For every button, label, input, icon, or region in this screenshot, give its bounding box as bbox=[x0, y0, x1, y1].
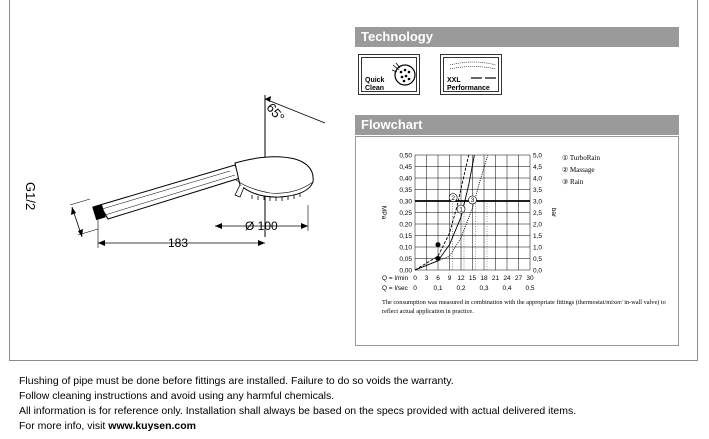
y-axis-label-bar: bar bbox=[550, 207, 557, 218]
y-tick-bar: 0,5 bbox=[533, 255, 543, 263]
y-tick-mpa: 0,05 bbox=[399, 255, 412, 263]
x-tick-ls: 0 bbox=[413, 285, 417, 292]
footer-line-2: Follow cleaning instructions and avoid using any harmful chemicals. bbox=[19, 390, 335, 402]
quick-clean-badge bbox=[358, 54, 420, 95]
flow-chart bbox=[360, 145, 670, 300]
legend-turborain: ① TurboRain bbox=[562, 154, 600, 162]
website-link[interactable]: www.kuysen.com bbox=[108, 420, 197, 432]
xxl-performance-badge bbox=[440, 54, 502, 95]
thread-label: G1/2 bbox=[23, 182, 38, 211]
quick-clean-label-1: Quick bbox=[365, 77, 385, 84]
legend-massage: ② Massage bbox=[562, 166, 595, 174]
quick-clean-label-2: Clean bbox=[365, 85, 385, 92]
x-tick-lpm: 15 bbox=[468, 275, 477, 282]
footer-line-3: All information is for reference only. Installation shall always be based on the specs provided with actual delivered items. bbox=[19, 405, 577, 417]
technology-header: Technology bbox=[355, 27, 679, 47]
x-tick-lpm: 6 bbox=[436, 275, 440, 282]
legend-rain: ③ Rain bbox=[562, 178, 584, 186]
y-tick-mpa: 0,10 bbox=[399, 244, 412, 252]
series-marker-label: 1 bbox=[459, 206, 463, 214]
operating-point bbox=[436, 256, 441, 261]
y-tick-bar: 4,5 bbox=[533, 163, 543, 171]
y-tick-mpa: 0,50 bbox=[399, 152, 412, 160]
y-tick-bar: 1,5 bbox=[533, 232, 543, 240]
angle-label: 65° bbox=[263, 100, 288, 125]
length-label: 183 bbox=[168, 236, 189, 250]
y-tick-mpa: 0,25 bbox=[399, 209, 412, 217]
x-tick-ls: 0,1 bbox=[433, 285, 443, 292]
x-tick-ls: 0,2 bbox=[456, 285, 466, 292]
footer-line-4 bbox=[19, 419, 576, 434]
footer-info-prefix: For more info, visit bbox=[19, 420, 109, 432]
y-tick-mpa: 0,35 bbox=[399, 186, 412, 194]
x-label-ls: Q = l/sec bbox=[382, 285, 408, 292]
y-tick-mpa: 0,30 bbox=[399, 198, 412, 206]
x-tick-ls: 0,4 bbox=[502, 285, 512, 292]
y-tick-bar: 3,5 bbox=[533, 186, 543, 194]
diameter-label: Ø 100 bbox=[245, 219, 278, 233]
x-tick-lpm: 18 bbox=[480, 275, 488, 282]
x-label-lpm: Q = l/min bbox=[382, 275, 409, 282]
y-tick-bar: 4,0 bbox=[533, 175, 543, 183]
nozzle-spray-icon bbox=[391, 61, 417, 87]
flowchart-header: Flowchart bbox=[355, 115, 679, 135]
series-marker-label: 3 bbox=[470, 197, 475, 205]
footer-notes bbox=[19, 374, 576, 434]
x-tick-lpm: 24 bbox=[503, 275, 511, 282]
x-tick-lpm: 3 bbox=[424, 275, 429, 282]
y-tick-bar: 2,5 bbox=[533, 209, 543, 217]
y-tick-mpa: 0,45 bbox=[399, 163, 412, 171]
x-tick-lpm: 12 bbox=[457, 275, 465, 282]
flowchart-note: The consumption was measured in combination with the appropriate fittings (thermostat/mixer/ in-wall valve) to reflect actual application in practice. bbox=[382, 299, 666, 315]
y-tick-mpa: 0,15 bbox=[399, 232, 412, 240]
xxl-label-1: XXL bbox=[447, 77, 461, 84]
x-tick-lpm: 30 bbox=[526, 275, 534, 282]
y-tick-mpa: 0,40 bbox=[399, 175, 412, 183]
y-tick-mpa: 0,00 bbox=[399, 267, 412, 275]
x-tick-ls: 0,3 bbox=[479, 285, 489, 292]
x-tick-ls: 0,5 bbox=[525, 285, 535, 292]
x-tick-lpm: 27 bbox=[514, 275, 523, 282]
operating-point bbox=[436, 242, 441, 247]
x-tick-lpm: 21 bbox=[491, 275, 500, 282]
series-marker-label: 2 bbox=[451, 194, 455, 202]
y-axis-label-mpa: MPa bbox=[380, 205, 387, 220]
x-tick-lpm: 0 bbox=[413, 275, 417, 282]
y-tick-bar: 1,0 bbox=[533, 244, 543, 252]
wide-spray-icon bbox=[447, 61, 499, 75]
y-tick-bar: 5,0 bbox=[533, 152, 543, 160]
y-tick-mpa: 0,20 bbox=[399, 221, 412, 229]
y-tick-bar: 3,0 bbox=[533, 198, 543, 206]
footer-line-1: Flushing of pipe must be done before fittings are installed. Failure to do so voids the warranty. bbox=[19, 375, 454, 387]
y-tick-bar: 0,0 bbox=[533, 267, 543, 275]
xxl-label-2: Performance bbox=[447, 85, 490, 92]
x-tick-lpm: 9 bbox=[447, 275, 452, 282]
wide-spray-dashes-icon bbox=[471, 76, 497, 80]
y-tick-bar: 2,0 bbox=[533, 221, 543, 229]
